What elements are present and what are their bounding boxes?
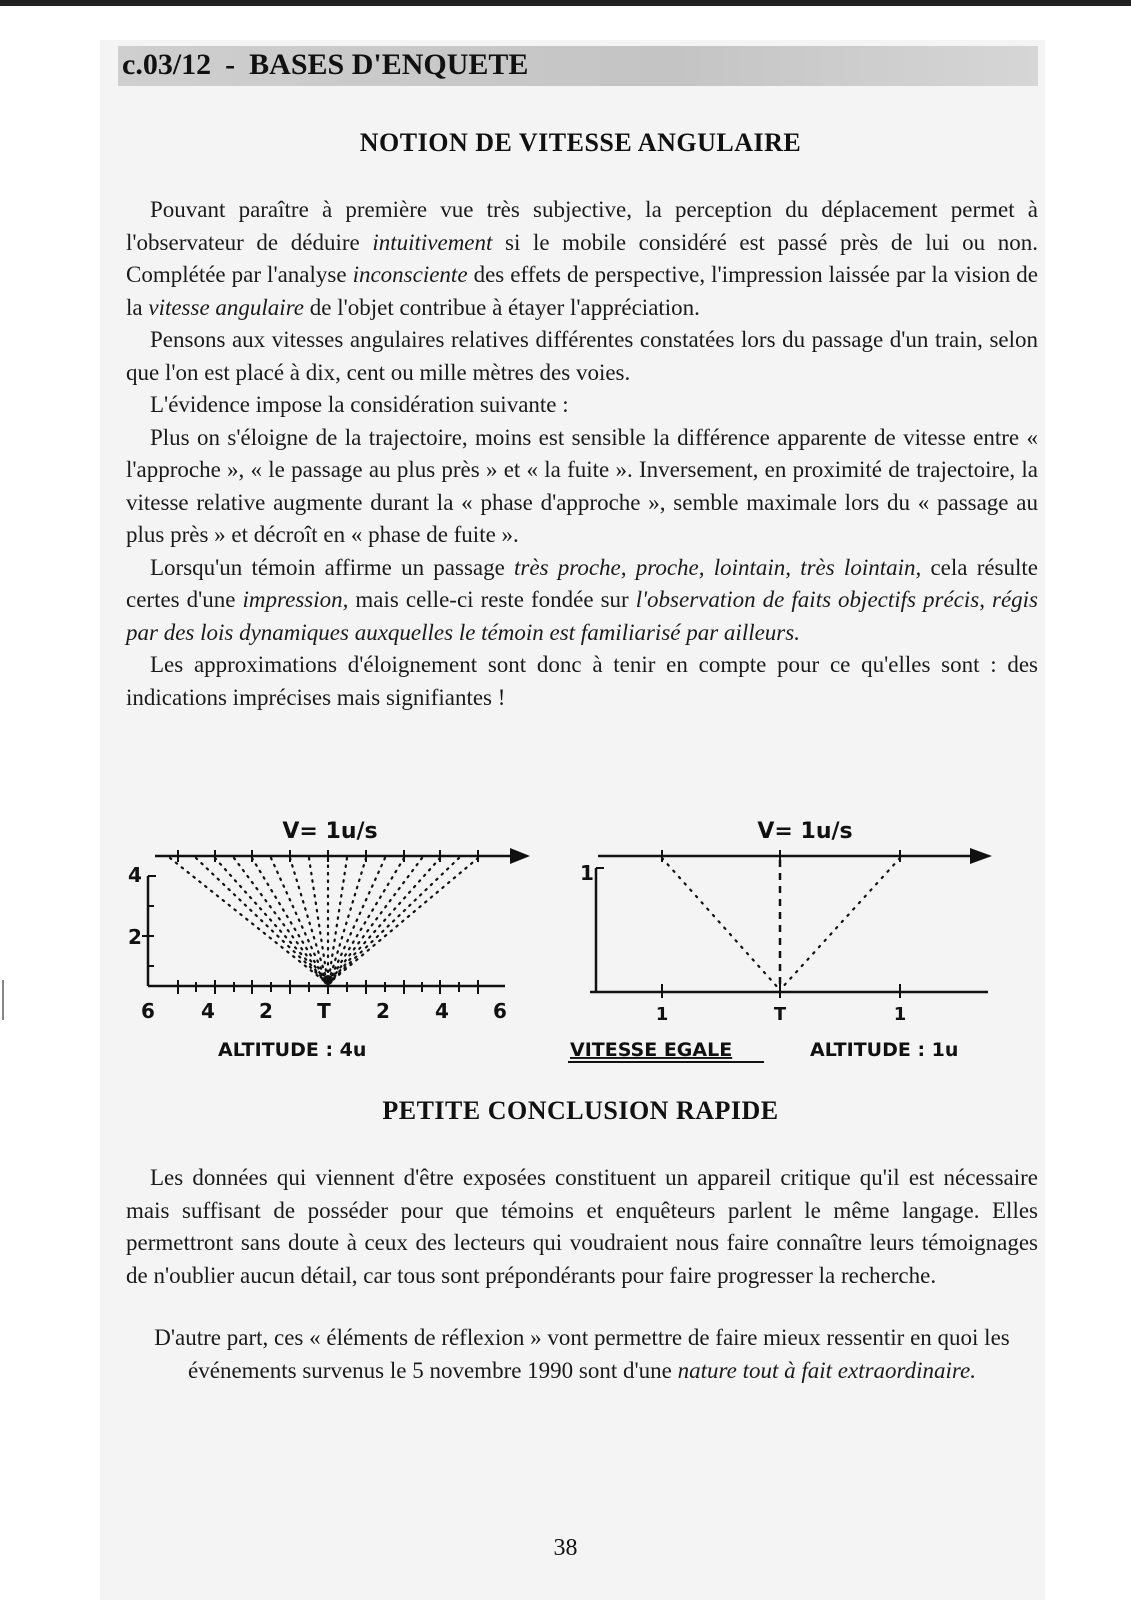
left-observer-point [323,975,333,985]
left-x-tick-label: 4 [435,999,449,1023]
text-run: D'autre part, ces « éléments de réflexion » vont permettre de faire mieux ressentir en quoi les événements survenus le 5 novembre 1990 sont d'une [154,1325,1010,1383]
text-run: des effets de perspective, l'impression laissée par la vision de la [126,262,1038,320]
right-x-tick-label: 1 [893,1004,907,1025]
text-run: de l'objet contribue à étayer l'appréciation. [304,294,700,320]
equal-speed-caption: VITESSE EGALE [570,1039,733,1061]
paragraph-4: Plus on s'éloigne de la trajectoire, moins est sensible la différence apparente de vitesse entre « l'approche », « le passage au plus près » et « la fuite ». Inversement, en proximité de trajectoire, la vitesse relative augmente durant la « phase d'approche », semble maximale lors du « passage au plus près » et décroît en « phase de fuite ». [126,424,1038,547]
paragraph-5 [126,552,1038,650]
right-x-tick-label: 1 [655,1004,669,1025]
italic-run: vitesse angulaire [148,294,305,320]
left-x-tick-label: 6 [141,999,155,1023]
body-text-section1 [126,194,1038,714]
right-diagram [580,819,992,1061]
right-altitude-caption: ALTITUDE : 1u [810,1039,959,1061]
italic-run: impression, [242,587,349,612]
conclusion-paragraph-2 [126,1322,1038,1387]
left-x-tick-label: 2 [376,999,390,1023]
section-header [122,48,528,82]
left-x-tick-label: 2 [259,999,273,1023]
page-number: 38 [553,1535,578,1561]
conclusion-paragraph-1: Les données qui viennent d'être exposées constituent un appareil critique qu'il est nécessaire mais suffisant de posséder pour que témoins et enquêteurs parlent le même langage. Elles permettront sans doute à ceux des lecteurs qui voudraient nous faire connaître leurs témoignages de n'oublier aucun détail, car tous sont prépondérants pour faire progresser la recherche. [126,1165,1038,1288]
right-y-tick-label: 1 [580,861,594,885]
text-run: mais celle-ci reste fondée sur [348,587,636,612]
left-y-tick-label: 4 [128,863,142,887]
left-y-tick-label: 2 [128,925,142,949]
left-x-tick-label: 6 [493,999,507,1023]
italic-run: inconsciente [352,262,468,287]
angular-speed-diagram [100,808,1020,1073]
scan-margin-mark [2,980,4,1020]
right-speed-label: V= 1u/s [757,819,853,844]
left-sight-lines [170,858,478,984]
title-angular-speed: NOTION DE VITESSE ANGULAIRE [359,128,802,157]
italic-run: intuitivement [372,229,493,255]
scan-top-edge [0,0,1131,6]
left-x-tick-label: 4 [201,999,215,1023]
italic-run: très proche, proche, lointain, très lointain, [514,554,922,580]
left-diagram [128,819,530,1061]
text-run: si le mobile considéré est passé près de lui ou non. Complétée par l'analyse [126,229,1038,287]
italic-run: l'observation de faits objectifs précis, régis par des lois dynamiques auxquelles le témoin est familiarisé par ailleurs. [126,587,1038,645]
left-speed-label: V= 1u/s [282,819,378,844]
chapter-code: c.03/12 [122,48,212,81]
paragraph-3: L'évidence impose la considération suivante : [150,392,569,417]
paragraph-1 [126,194,1038,324]
body-text-section2 [126,1162,1038,1417]
left-trajectory-arrow [510,848,530,864]
italic-run: nature tout à fait extraordinaire. [677,1357,976,1383]
right-trajectory-arrow [970,848,992,864]
left-altitude-caption: ALTITUDE : 4u [218,1039,367,1061]
title-quick-conclusion: PETITE CONCLUSION RAPIDE [382,1096,779,1125]
section-name: BASES D'ENQUETE [249,48,529,81]
text-run: Lorsqu'un témoin affirme un passage [150,554,515,580]
left-x-tick-label: T [317,999,331,1023]
paragraph-2: Pensons aux vitesses angulaires relatives différentes constatées lors du passage d'un train, selon que l'on est placé à dix, cent ou mille mètres des voies. [126,327,1038,385]
header-separator: - [225,48,236,81]
paragraph-6: Les approximations d'éloignement sont donc à tenir en compte pour ce qu'elles sont : des indications imprécises mais signifiantes ! [126,652,1038,710]
text-run: Pouvant paraître à première vue très subjective, la perception du déplacement permet à l'observateur de déduire [126,197,1038,255]
right-x-tick-label: T [773,1004,787,1025]
text-run: cela résulte certes d'une [126,554,1038,612]
